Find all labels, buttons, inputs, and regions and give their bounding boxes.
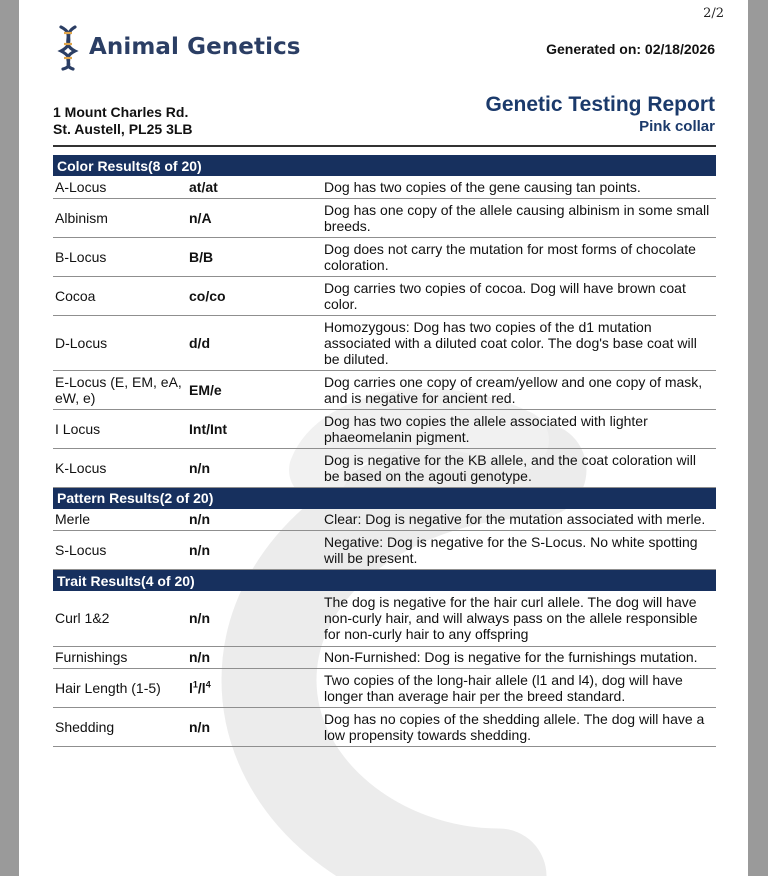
trait-name: Cocoa (53, 276, 187, 315)
trait-name: K-Locus (53, 448, 187, 487)
trait-name: B-Locus (53, 237, 187, 276)
genotype-result: n/n (187, 448, 322, 487)
genotype-result: n/n (187, 646, 322, 668)
report-page (19, 0, 748, 876)
genotype-part: 1 (192, 678, 198, 689)
trait-name: A-Locus (53, 176, 187, 198)
result-description: Dog has one copy of the allele causing albinism in some small breeds. (322, 198, 716, 237)
genotype-result (187, 668, 322, 707)
generated-date: Generated on: 02/18/2026 (546, 41, 715, 57)
genotype-result: co/co (187, 276, 322, 315)
trait-name: S-Locus (53, 531, 187, 570)
genotype-result: n/n (187, 509, 322, 531)
result-description: Homozygous: Dog has two copies of the d1 mutation associated with a diluted coat color. The dog's base coat will be diluted. (322, 315, 716, 370)
trait-name: Curl 1&2 (53, 591, 187, 646)
genotype-result: n/n (187, 531, 322, 570)
result-row (53, 448, 716, 487)
genotype-result: at/at (187, 176, 322, 198)
genotype-result: n/n (187, 591, 322, 646)
page-number: 2/2 (703, 6, 724, 21)
result-description: Dog has two copies of the gene causing tan points. (322, 176, 716, 198)
address-line-1: 1 Mount Charles Rd. (53, 104, 189, 120)
dna-icon (55, 23, 81, 71)
result-row (53, 276, 716, 315)
genotype-result: n/n (187, 707, 322, 746)
trait-name: Shedding (53, 707, 187, 746)
trait-name: Merle (53, 509, 187, 531)
section-header (53, 570, 716, 592)
result-description: Dog has two copies the allele associated with lighter phaeomelanin pigment. (322, 409, 716, 448)
report-title: Genetic Testing Report (485, 93, 715, 116)
genotype-part: l (189, 679, 193, 696)
address (53, 104, 193, 138)
genotype-result: B/B (187, 237, 322, 276)
result-row (53, 591, 716, 646)
result-row (53, 707, 716, 746)
brand-name: Animal Genetics (89, 34, 301, 60)
result-row (53, 198, 716, 237)
result-row (53, 646, 716, 668)
result-row (53, 509, 716, 531)
result-row (53, 531, 716, 570)
results-table (53, 155, 716, 747)
result-description: Dog does not carry the mutation for most forms of chocolate coloration. (322, 237, 716, 276)
section-title: Color Results(8 of 20) (53, 155, 716, 176)
report-header (486, 92, 715, 136)
address-line-2: St. Austell, PL25 3LB (53, 121, 193, 137)
result-description: Dog carries two copies of cocoa. Dog will have brown coat color. (322, 276, 716, 315)
genotype-result: EM/e (187, 370, 322, 409)
result-description: Dog has no copies of the shedding allele. The dog will have a low propensity towards shedding. (322, 707, 716, 746)
genotype-result: d/d (187, 315, 322, 370)
result-row (53, 370, 716, 409)
report-subtitle: Pink collar (639, 118, 715, 135)
result-row (53, 668, 716, 707)
result-row (53, 315, 716, 370)
result-row (53, 409, 716, 448)
genotype-result: n/A (187, 198, 322, 237)
result-description: Dog carries one copy of cream/yellow and one copy of mask, and is negative for ancient red. (322, 370, 716, 409)
genotype-part: /l (197, 679, 206, 696)
header-divider (53, 145, 716, 147)
section-title: Pattern Results(2 of 20) (53, 487, 716, 509)
trait-name: Furnishings (53, 646, 187, 668)
trait-name: Albinism (53, 198, 187, 237)
result-description: Negative: Dog is negative for the S-Locus. No white spotting will be present. (322, 531, 716, 570)
result-description: Non-Furnished: Dog is negative for the furnishings mutation. (322, 646, 716, 668)
result-description: The dog is negative for the hair curl allele. The dog will have non-curly hair, and will always pass on the allele responsible for non-curly hair to any offspring (322, 591, 716, 646)
result-row (53, 176, 716, 198)
section-title: Trait Results(4 of 20) (53, 570, 716, 592)
result-row (53, 237, 716, 276)
genotype-result: Int/Int (187, 409, 322, 448)
brand-logo (55, 22, 301, 72)
result-description: Clear: Dog is negative for the mutation associated with merle. (322, 509, 716, 531)
trait-name: I Locus (53, 409, 187, 448)
result-description: Two copies of the long-hair allele (l1 and l4), dog will have longer than average hair per the breed standard. (322, 668, 716, 707)
trait-name: D-Locus (53, 315, 187, 370)
genotype-part: 4 (205, 678, 211, 689)
section-header (53, 155, 716, 176)
result-description: Dog is negative for the KB allele, and the coat coloration will be based on the agouti genotype. (322, 448, 716, 487)
section-header (53, 487, 716, 509)
trait-name: Hair Length (1-5) (53, 668, 187, 707)
trait-name: E-Locus (E, EM, eA, eW, e) (53, 370, 187, 409)
